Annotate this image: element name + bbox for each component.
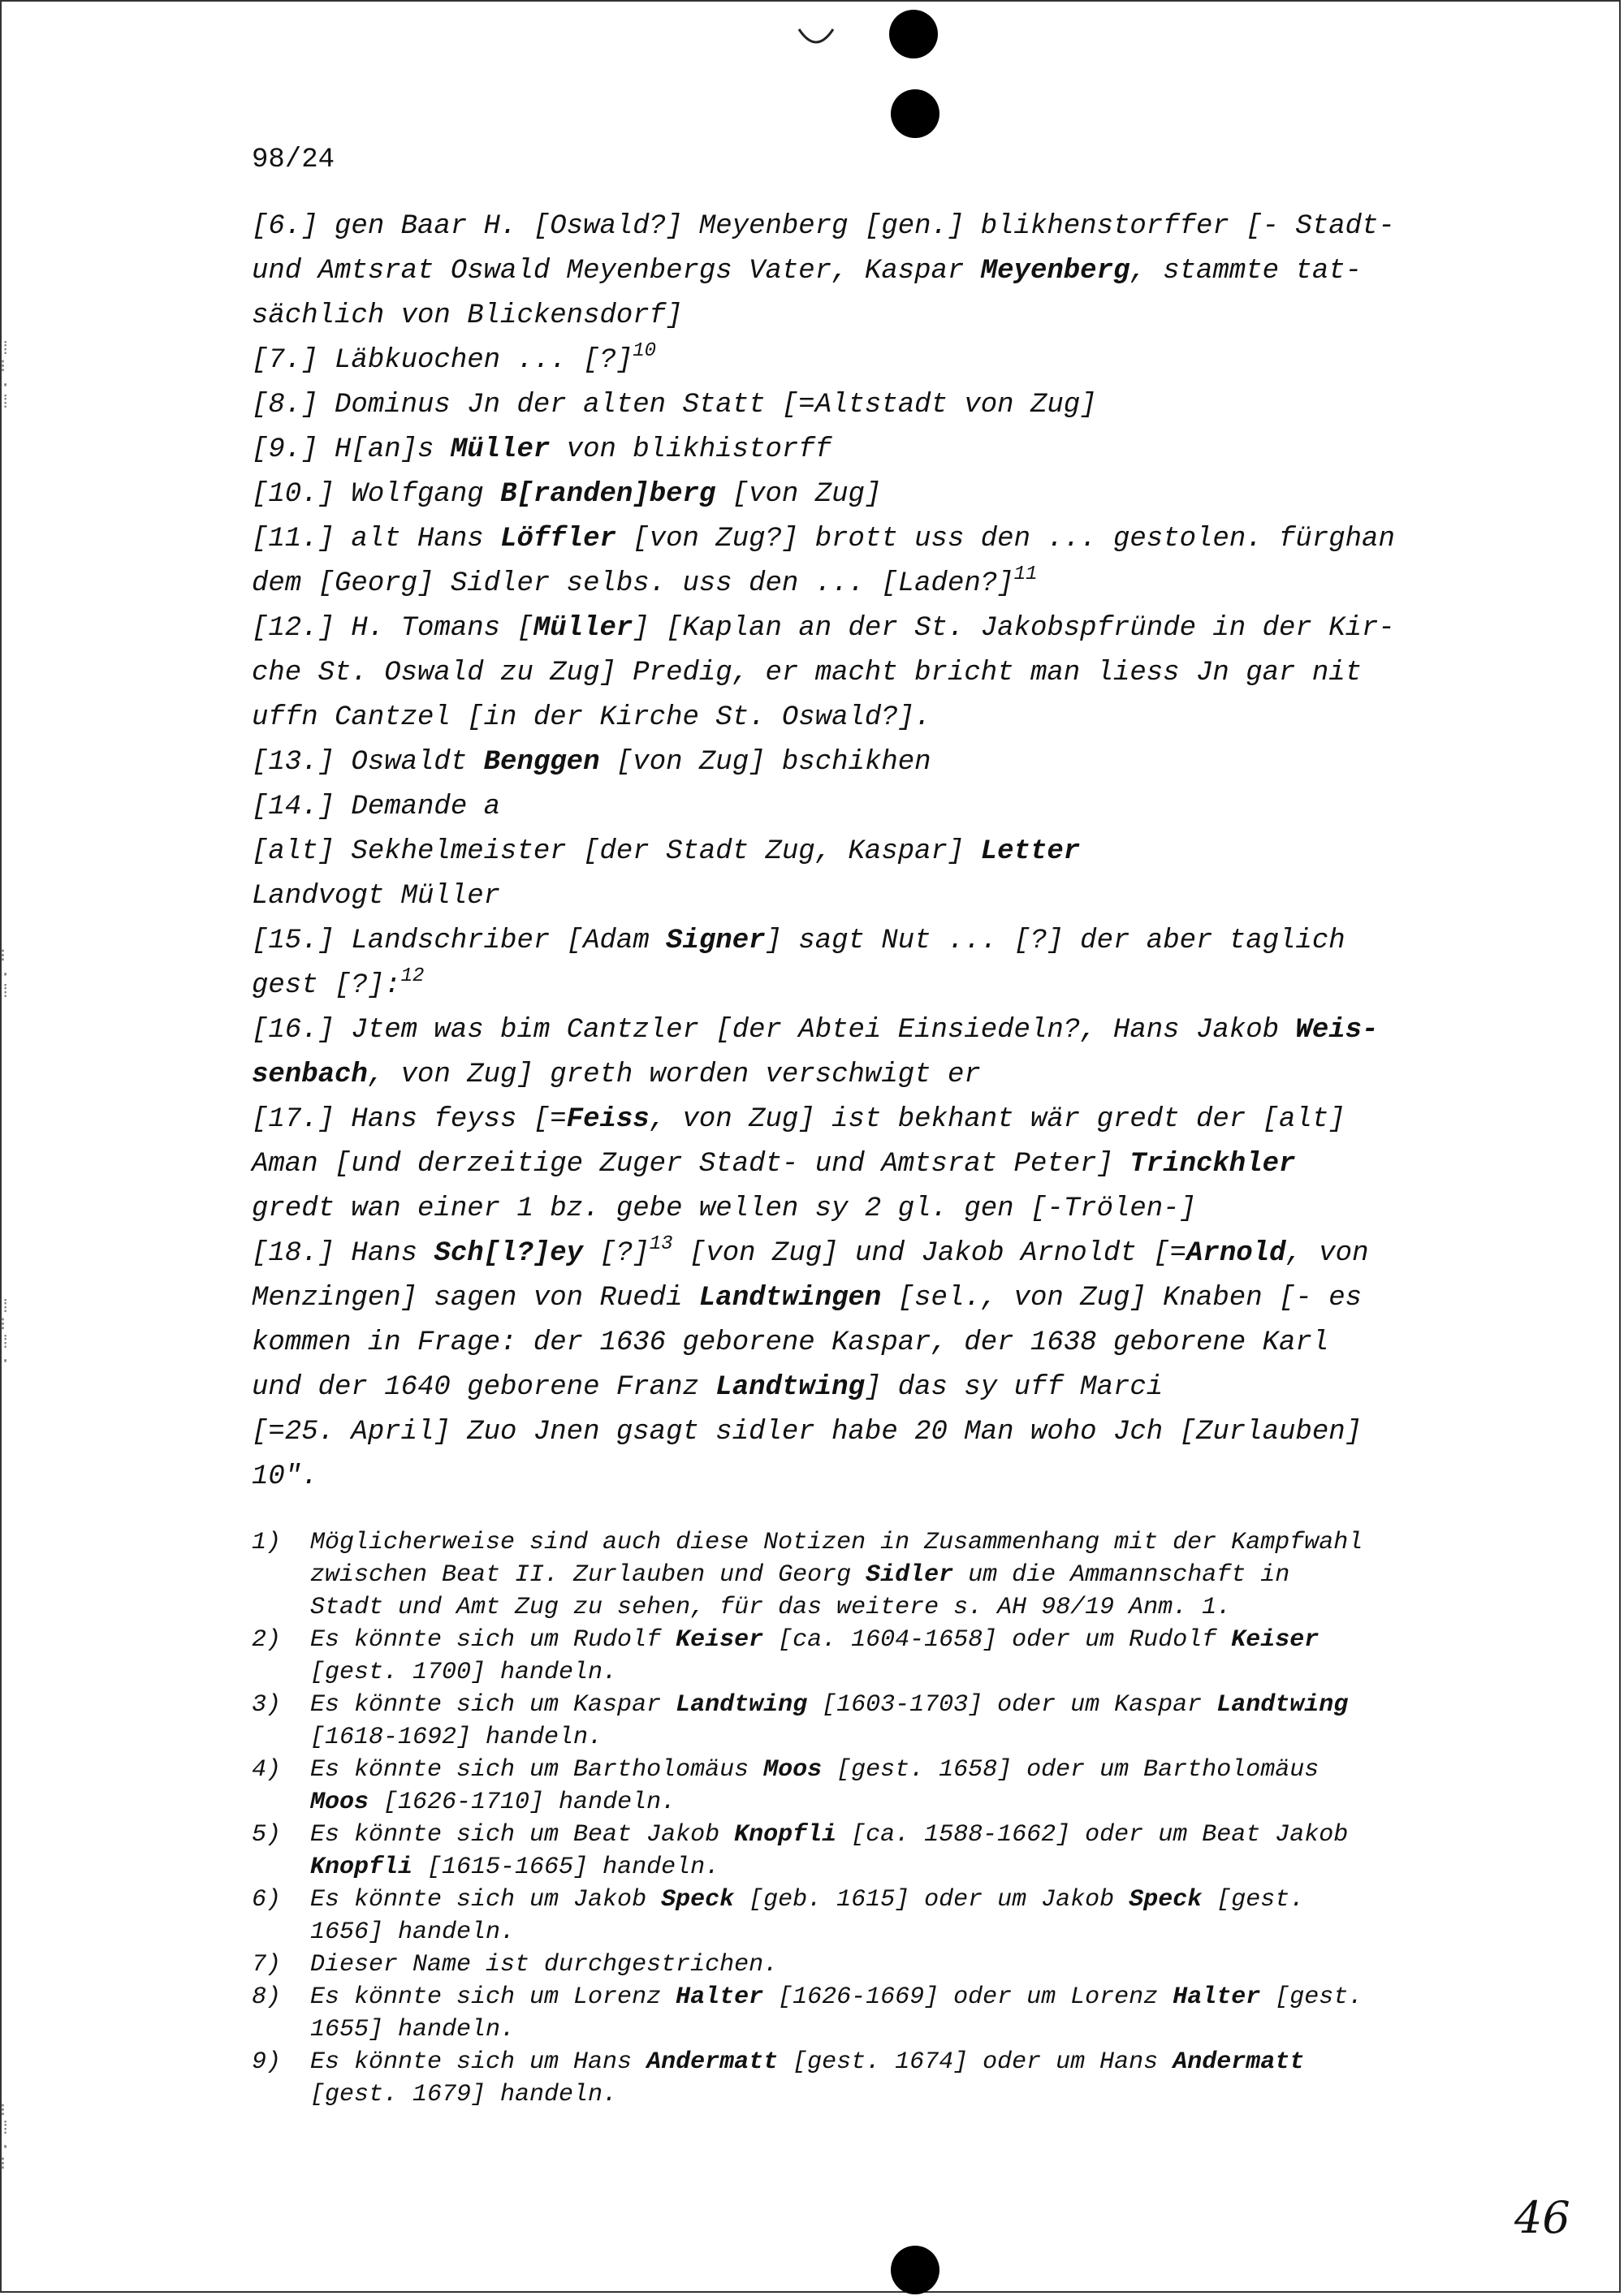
entry-line: [11.] alt Hans Löffler [von Zug?] brott uss den ... gestolen. fürghan [252,524,1395,555]
scan-specks-lower: ⁞ ⁝ ⁞ · ⁝ ⁞ · ⁝ [0,1297,11,2175]
entry-line: senbach, von Zug] greth worden verschwigt er [252,1060,981,1090]
footnote-3 [252,1689,1518,1754]
entry-line: che St. Oswald zu Zug] Predig, er macht bricht man liess Jn gar nit [252,658,1363,688]
entry-15 [252,919,1494,1008]
scan-specks: ⁞ ⁝ · ⁞ ⁝ · ⁞ [0,339,11,1003]
entry-line: gest [?]:$^{12}$ [252,965,425,1001]
entry-17 [252,1098,1494,1232]
footnote-number: 8) [252,1983,282,2011]
entry-line: [16.] Jtem was bim Cantzler [der Abtei Einsiedeln?, Hans Jakob Weis- [252,1015,1379,1046]
footnote-number: 2) [252,1626,282,1654]
entry-8 [252,383,1494,428]
entry-line: [14.] Demande a [252,792,501,822]
footnote-1 [252,1526,1518,1624]
entry-line: [7.] Läbkuochen ... [?]$^{10}$ [252,340,657,376]
punch-hole-bottom [891,2246,939,2294]
footnote-text: Es könnte sich um Jakob Speck [geb. 1615] oder um Jakob Speck [gest. 1656] handeln. [310,1886,1305,1946]
entry-line: [12.] H. Tomans [Müller] [Kaplan an der St. Jakobspfründe in der Kir- [252,613,1395,644]
footnote-6 [252,1884,1518,1949]
footnote-2 [252,1624,1518,1689]
entry-11 [252,517,1494,606]
entry-line: [15.] Landschriber [Adam Signer] sagt Nut ... [?] der aber taglich [252,926,1345,956]
entry-line: uffn Cantzel [in der Kirche St. Oswald?]. [252,702,931,733]
entry-line: 10". [252,1461,318,1492]
entry-9 [252,428,1494,473]
footnote-7 [252,1949,1518,1981]
entry-18 [252,1232,1494,1500]
entry-10 [252,473,1494,517]
entry-line: Aman [und derzeitige Zuger Stadt- und Amtsrat Peter] Trinckhler [252,1149,1296,1180]
footnote-4 [252,1754,1518,1819]
page-number: 46 [1514,2192,1570,2243]
footnote-text: Es könnte sich um Bartholomäus Moos [gest. 1658] oder um Bartholomäus Moos [1626-1710] handeln. [310,1756,1320,1816]
footnote-number: 7) [252,1951,282,1979]
entry-line: [10.] Wolfgang B[randen]berg [von Zug] [252,479,882,510]
footnote-text: Es könnte sich um Beat Jakob Knopfli [ca. 1588-1662] oder um Beat Jakob Knopfli [1615-1665] handeln. [310,1821,1349,1881]
footnote-5 [252,1819,1518,1884]
footnote-number: 4) [252,1756,282,1784]
footnote-number: 5) [252,1821,282,1849]
entry-line: [alt] Sekhelmeister [der Stadt Zug, Kaspar] Letter [252,836,1081,867]
entry-line: kommen in Frage: der 1636 geborene Kaspar, der 1638 geborene Karl [252,1327,1329,1358]
entry-line: [18.] Hans Sch[l?]ey [?]$^{13}$ [von Zug] und Jakob Arnoldt [=Arnold, von [252,1233,1369,1269]
footnote-number: 6) [252,1886,282,1914]
entry-line: [8.] Dominus Jn der alten Statt [=Altstadt von Zug] [252,390,1097,421]
punch-hole-second [891,89,939,138]
document-number: 98/24 [252,145,335,175]
entry-list [252,205,1494,1500]
entry-16 [252,1008,1494,1098]
footnote-text: Es könnte sich um Rudolf Keiser [ca. 1604-1658] oder um Rudolf Keiser [gest. 1700] handeln. [310,1626,1320,1686]
entry-line: Landvogt Müller [252,881,501,912]
punch-hole-top [889,10,938,58]
entry-12 [252,606,1494,740]
entry-line: gredt wan einer 1 bz. gebe wellen sy 2 gl. gen [-Trölen-] [252,1193,1196,1224]
entry-line: [17.] Hans feyss [=Feiss, von Zug] ist bekhant wär gredt der [alt] [252,1104,1345,1135]
entry-line: Menzingen] sagen von Ruedi Landtwingen [sel., von Zug] Knaben [- es [252,1283,1363,1314]
footnote-text: Es könnte sich um Hans Andermatt [gest. 1674] oder um Hans Andermatt [gest. 1679] handeln. [310,2048,1305,2108]
entry-13 [252,740,1494,785]
footnote-text: Es könnte sich um Kaspar Landtwing [1603-1703] oder um Kaspar Landtwing [1618-1692] handeln. [310,1691,1349,1751]
footnote-number: 3) [252,1691,282,1719]
entry-7 [252,339,1494,383]
footnote-list [252,1526,1518,2111]
entry-line: und der 1640 geborene Franz Landtwing] das sy uff Marci [252,1372,1164,1403]
entry-line: [6.] gen Baar H. [Oswald?] Meyenberg [gen.] blikhenstorffer [- Stadt- [252,211,1395,242]
entry-line: dem [Georg] Sidler selbs. uss den ... [Laden?]$^{11}$ [252,563,1038,599]
entry-line: [=25. April] Zuo Jnen gsagt sidler habe 20 Man woho Jch [Zurlauben] [252,1417,1363,1448]
entry-line: [13.] Oswaldt Benggen [von Zug] bschikhen [252,747,931,778]
entry-14 [252,785,1494,919]
footnote-text: Es könnte sich um Lorenz Halter [1626-1669] oder um Lorenz Halter [gest. 1655] handeln. [310,1983,1363,2044]
entry-6 [252,205,1494,339]
footnote-8 [252,1981,1518,2046]
top-mark-icon [796,23,836,55]
entry-line: [9.] H[an]s Müller von blikhistorff [252,434,832,465]
entry-line: und Amtsrat Oswald Meyenbergs Vater, Kaspar Meyenberg, stammte tat- [252,256,1363,287]
footnote-9 [252,2046,1518,2111]
footnote-text: Dieser Name ist durchgestrichen. [310,1951,779,1979]
footnote-number: 1) [252,1529,282,1556]
footnote-number: 9) [252,2048,282,2076]
footnote-text: Möglicherweise sind auch diese Notizen in Zusammenhang mit der Kampfwahl zwischen Beat II. Zurlauben und Georg Sidler um die Ammannschaft in Stadt und Amt Zug zu sehen, für das weitere s. AH 98/19 Anm. 1. [310,1529,1363,1621]
entry-line: sächlich von Blickensdorf] [252,300,683,331]
